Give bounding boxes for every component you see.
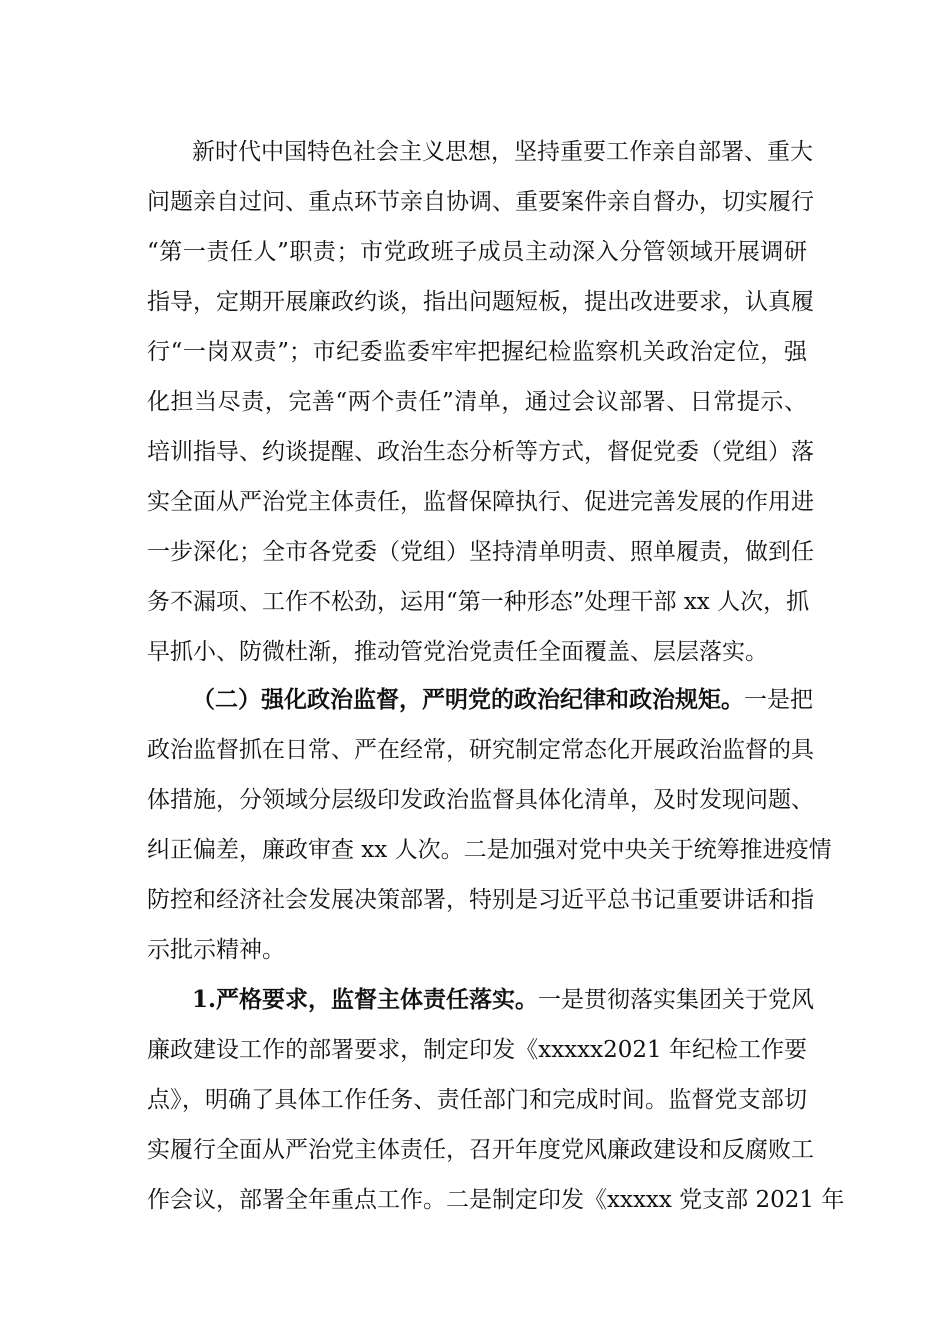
section-heading: （二）强化政治监督，严明党的政治纪律和政治规矩。 (192, 686, 744, 713)
text-line: 问题亲自过问、重点环节亲自协调、重要案件亲自督办，切实履行 (147, 189, 814, 215)
text-line: 培训指导、约谈提醒、政治生态分析等方式，督促党委（党组）落 (147, 439, 814, 465)
text-line: 务不漏项、工作不松劲，运用“第一种形态”处理干部 xx 人次，抓 (147, 589, 810, 615)
section-heading-line (192, 675, 813, 725)
subsection-heading: 1.严格要求，监督主体责任落实。 (192, 986, 539, 1013)
text-line: “第一责任人”职责；市党政班子成员主动深入分管领域开展调研 (147, 239, 807, 265)
text-line: 实履行全面从严治党主体责任，召开年度党风廉政建设和反腐败工 (147, 1137, 814, 1163)
text-line: 作会议，部署全年重点工作。二是制定印发《xxxxx 党支部 2021 年 (147, 1187, 845, 1213)
text-line: 实全面从严治党主体责任，监督保障执行、促进完善发展的作用进 (147, 489, 814, 515)
text-line: 示批示精神。 (147, 937, 285, 963)
text-line: 早抓小、防微杜渐，推动管党治党责任全面覆盖、层层落实。 (147, 639, 768, 665)
text-line: 纠正偏差，廉政审查 xx 人次。二是加强对党中央关于统筹推进疫情 (147, 837, 832, 863)
text-line: 化担当尽责，完善“两个责任”清单，通过会议部署、日常提示、 (147, 389, 807, 415)
text-line: 行“一岗双责”；市纪委监委牢牢把握纪检监察机关政治定位，强 (147, 339, 807, 365)
text-line: 一步深化；全市各党委（党组）坚持清单明责、照单履责，做到任 (147, 539, 814, 565)
text-line: 防控和经济社会发展决策部署，特别是习近平总书记重要讲话和指 (147, 887, 814, 913)
text-line: 点》，明确了具体工作任务、责任部门和完成时间。监督党支部切 (147, 1087, 807, 1113)
subsection-heading-continuation: 一是贯彻落实集团关于党风 (538, 987, 815, 1013)
text-line: 政治监督抓在日常、严在经常，研究制定常态化开展政治监督的具 (147, 737, 814, 763)
text-line: 体措施，分领域分层级印发政治监督具体化清单，及时发现问题、 (147, 787, 814, 813)
section-heading-continuation: 一是把 (744, 687, 813, 713)
text-line: 指导，定期开展廉政约谈，指出问题短板，提出改进要求，认真履 (147, 289, 814, 315)
subsection-heading-line (192, 975, 815, 1025)
text-line: 廉政建设工作的部署要求，制定印发《xxxxx2021 年纪检工作要 (147, 1037, 807, 1063)
text-line: 新时代中国特色社会主义思想，坚持重要工作亲自部署、重大 (192, 139, 813, 165)
